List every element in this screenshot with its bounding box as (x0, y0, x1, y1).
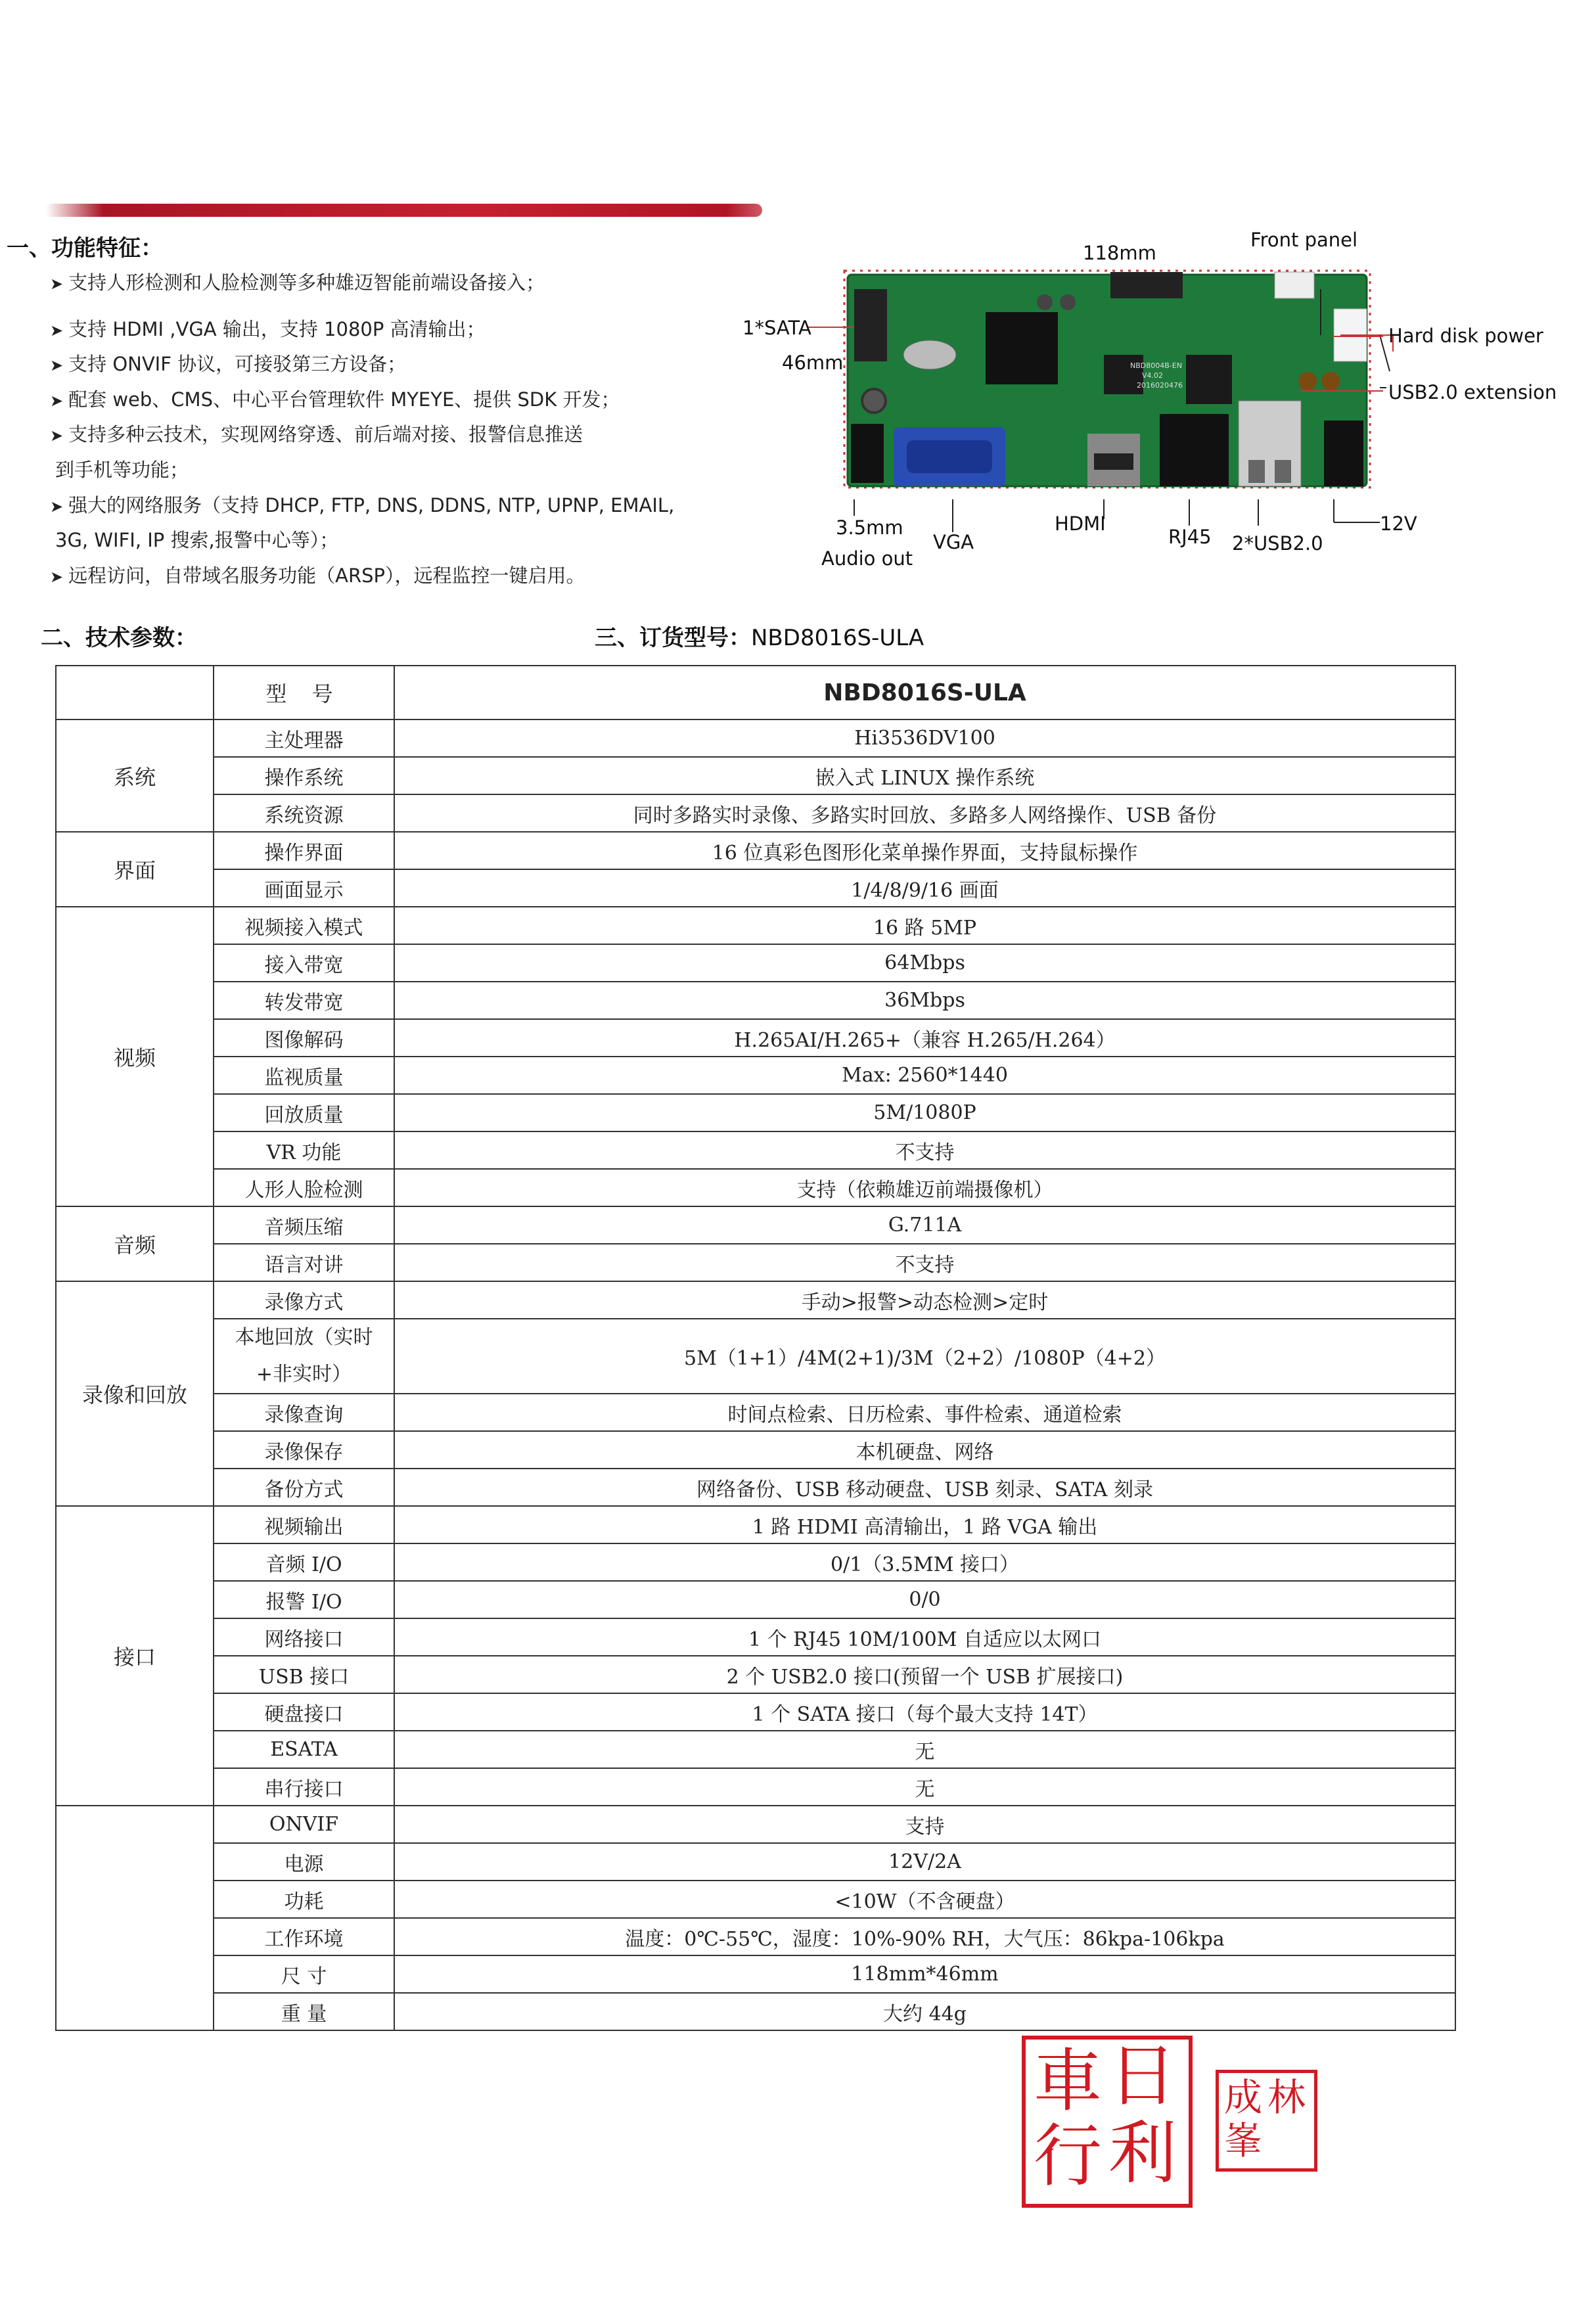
param-value-cell: 0/1（3.5MM 接口） (394, 1543, 1455, 1581)
param-name-cell: 串行接口 (214, 1768, 394, 1806)
param-value-cell: 12V/2A (394, 1843, 1455, 1881)
silkscreen-2: V4.02 (1142, 371, 1164, 380)
param-name-cell: 录像方式 (214, 1281, 394, 1319)
header-model: NBD8016S-ULA (394, 666, 1455, 719)
silkscreen-1: NBD8004B-EN (1130, 361, 1182, 370)
seal-char: 成 (1224, 2075, 1263, 2120)
category-cell: 视频 (56, 907, 214, 1206)
table-row (56, 1169, 1455, 1206)
usb-label: 2*USB2.0 (1232, 532, 1323, 555)
param-name-cell: 接入带宽 (214, 944, 394, 982)
param-name-cell: 转发带宽 (214, 982, 394, 1019)
param-value-cell: 0/0 (394, 1581, 1455, 1618)
param-name-cell: 录像保存 (214, 1431, 394, 1469)
param-value-cell: Max: 2560*1440 (394, 1057, 1455, 1094)
table-row (56, 1618, 1455, 1656)
param-value-cell: G.711A (394, 1206, 1455, 1244)
table-row (56, 1843, 1455, 1881)
param-value-cell: 36Mbps (394, 982, 1455, 1019)
param-value-cell: 大约 44g (394, 1993, 1455, 2030)
table-row (56, 1955, 1455, 1993)
param-value-cell: Hi3536DV100 (394, 719, 1455, 757)
table-row (56, 1094, 1455, 1131)
header-label: 型 号 (214, 666, 394, 719)
feature-item: ➤ 支持 HDMI ,VGA 输出，支持 1080P 高清输出； (50, 318, 486, 340)
param-value-cell: 手动>报警>动态检测>定时 (394, 1281, 1455, 1319)
param-value-cell: 64Mbps (394, 944, 1455, 982)
table-row (56, 1469, 1455, 1506)
param-name-cell: 硬盘接口 (214, 1693, 394, 1731)
header-red-bar (46, 204, 762, 217)
param-value-cell: 无 (394, 1731, 1455, 1768)
sata-label: 1*SATA (742, 317, 811, 339)
section-1-title: 一、功能特征： (7, 235, 163, 262)
category-cell (56, 1806, 214, 2030)
param-value-cell: 温度：0℃-55℃，湿度：10%-90% RH，大气压：86kpa-106kpa (394, 1918, 1455, 1955)
table-row (56, 1019, 1455, 1057)
param-value-cell: 时间点检索、日历检索、事件检索、通道检索 (394, 1394, 1455, 1431)
param-value-cell: 1 个 RJ45 10M/100M 自适应以太网口 (394, 1618, 1455, 1656)
table-row (56, 1656, 1455, 1693)
param-name-cell: 音频压缩 (214, 1206, 394, 1244)
table-row (56, 719, 1455, 757)
table-row (56, 1918, 1455, 1955)
table-row (56, 1394, 1455, 1431)
feature-item: ➤ 配套 web、CMS、中心平台管理软件 MYEYE、提供 SDK 开发； (50, 388, 620, 411)
table-row (56, 1731, 1455, 1768)
feature-item: ➤ 支持人形检测和人脸检测等多种雄迈智能前端设备接入； (50, 271, 545, 294)
feature-item-cont: 到手机等功能； (55, 459, 189, 481)
param-name-cell: USB 接口 (214, 1656, 394, 1693)
param-name-cell: 重 量 (214, 1993, 394, 2030)
param-name-cell: 画面显示 (214, 869, 394, 907)
seal-char: 行 (1034, 2116, 1103, 2196)
param-name-cell: 操作系统 (214, 757, 394, 794)
category-cell: 系统 (56, 719, 214, 832)
table-row (56, 1993, 1455, 2030)
param-value-cell: 本机硬盘、网络 (394, 1431, 1455, 1469)
section-2-title: 二、技术参数： (41, 625, 197, 651)
param-value-cell: 16 位真彩色图形化菜单操作界面，支持鼠标操作 (394, 832, 1455, 869)
silkscreen-3: 2016020476 (1137, 381, 1183, 390)
table-row (56, 869, 1455, 907)
param-value-cell: 网络备份、USB 移动硬盘、USB 刻录、SATA 刻录 (394, 1469, 1455, 1506)
table-row (56, 794, 1455, 832)
param-name-cell: 系统资源 (214, 794, 394, 832)
param-name-cell: 本地回放（实时+非实时） (214, 1319, 394, 1394)
param-name-cell: 视频接入模式 (214, 907, 394, 944)
param-name-cell: 电源 (214, 1843, 394, 1881)
hdmi-label: HDMI (1055, 513, 1106, 535)
table-row (56, 1693, 1455, 1731)
table-row (56, 1131, 1455, 1169)
feature-item: ➤ 支持多种云技术，实现网络穿透、前后端对接、报警信息推送 (50, 423, 583, 445)
feature-item-cont: 3G, WIFI, IP 搜索,报警中心等）； (55, 529, 339, 551)
header-blank (56, 666, 214, 719)
hdd-power-label: Hard disk power (1388, 325, 1543, 347)
seal-char: 車 (1034, 2041, 1103, 2121)
12v-label: 12V (1380, 513, 1417, 535)
table-row (56, 1206, 1455, 1244)
param-value-cell: 16 路 5MP (394, 907, 1455, 944)
usb-extension-label: USB2.0 extension (1388, 381, 1557, 403)
param-name-cell: 报警 I/O (214, 1581, 394, 1618)
width-label: 118mm (1083, 242, 1156, 264)
param-value-cell: 无 (394, 1768, 1455, 1806)
rj45-label: RJ45 (1168, 526, 1212, 548)
table-row (56, 1431, 1455, 1469)
table-header-row (56, 666, 1455, 719)
table-row (56, 907, 1455, 944)
param-value-cell: 嵌入式 LINUX 操作系统 (394, 757, 1455, 794)
audio-out-label: Audio out (821, 547, 913, 570)
param-value-cell: 118mm*46mm (394, 1955, 1455, 1993)
param-name-cell: 功耗 (214, 1881, 394, 1918)
param-value-cell: 不支持 (394, 1244, 1455, 1281)
table-row (56, 1543, 1455, 1581)
param-name-cell: 音频 I/O (214, 1543, 394, 1581)
audio-label: 3.5mm (836, 516, 903, 539)
param-value-cell: 不支持 (394, 1131, 1455, 1169)
feature-item: ➤ 远程访问，自带域名服务功能（ARSP），远程监控一键启用。 (50, 564, 585, 587)
feature-item: ➤ 支持 ONVIF 协议，可接驳第三方设备； (50, 353, 407, 375)
param-name-cell: 录像查询 (214, 1394, 394, 1431)
spec-table (55, 665, 1456, 2031)
section-3-title: 三、订货型号：NBD8016S-ULA (595, 625, 924, 651)
table-row (56, 1768, 1455, 1806)
param-name-cell: 图像解码 (214, 1019, 394, 1057)
param-value-cell: <10W（不含硬盘） (394, 1881, 1455, 1918)
table-row (56, 982, 1455, 1019)
table-row (56, 1057, 1455, 1094)
order-model: NBD8016S-ULA (751, 625, 924, 651)
table-row (56, 944, 1455, 982)
param-name-cell: 工作环境 (214, 1918, 394, 1955)
param-value-cell: 2 个 USB2.0 接口(预留一个 USB 扩展接口) (394, 1656, 1455, 1693)
table-row (56, 1281, 1455, 1319)
table-row (56, 1581, 1455, 1618)
param-value-cell: 1 个 SATA 接口（每个最大支持 14T） (394, 1693, 1455, 1731)
param-name-cell: 语言对讲 (214, 1244, 394, 1281)
seal-char: 林 (1267, 2075, 1306, 2120)
category-cell: 音频 (56, 1206, 214, 1281)
param-name-cell: VR 功能 (214, 1131, 394, 1169)
category-cell: 录像和回放 (56, 1281, 214, 1506)
table-row (56, 757, 1455, 794)
param-value-cell: 1/4/8/9/16 画面 (394, 869, 1455, 907)
param-name-cell: 回放质量 (214, 1094, 394, 1131)
category-cell: 界面 (56, 832, 214, 907)
param-value-cell: 5M（1+1）/4M(2+1)/3M（2+2）/1080P（4+2） (394, 1319, 1455, 1394)
seal-personal (1216, 2070, 1317, 2172)
param-name-cell: 网络接口 (214, 1618, 394, 1656)
seal-company (1022, 2036, 1193, 2208)
category-cell: 接口 (56, 1506, 214, 1806)
param-value-cell: 1 路 HDMI 高清输出，1 路 VGA 输出 (394, 1506, 1455, 1543)
table-row (56, 1806, 1455, 1843)
param-name-cell: ESATA (214, 1731, 394, 1768)
seal-char: 峯 (1224, 2118, 1263, 2163)
param-name-cell: 尺 寸 (214, 1955, 394, 1993)
param-name-cell: ONVIF (214, 1806, 394, 1843)
seal-char: 日 (1108, 2036, 1177, 2116)
param-name-cell: 操作界面 (214, 832, 394, 869)
param-name-cell: 主处理器 (214, 719, 394, 757)
param-value-cell: H.265AI/H.265+（兼容 H.265/H.264） (394, 1019, 1455, 1057)
table-row (56, 1319, 1455, 1394)
front-panel-label: Front panel (1250, 229, 1358, 251)
table-row (56, 1881, 1455, 1918)
param-value-cell: 同时多路实时录像、多路实时回放、多路多人网络操作、USB 备份 (394, 794, 1455, 832)
param-name-cell: 人形人脸检测 (214, 1169, 394, 1206)
param-value-cell: 支持 (394, 1806, 1455, 1843)
param-name-cell: 备份方式 (214, 1469, 394, 1506)
param-name-cell: 视频输出 (214, 1506, 394, 1543)
vga-label: VGA (933, 531, 974, 553)
param-value-cell: 5M/1080P (394, 1094, 1455, 1131)
height-label: 46mm (782, 352, 844, 374)
table-row (56, 832, 1455, 869)
param-value-cell: 支持（依赖雄迈前端摄像机） (394, 1169, 1455, 1206)
table-row (56, 1244, 1455, 1281)
seal-char: 利 (1108, 2113, 1177, 2193)
feature-item: ➤ 强大的网络服务（支持 DHCP, FTP, DNS, DDNS, NTP, UPNP, EMAIL, (50, 494, 675, 516)
param-name-cell: 监视质量 (214, 1057, 394, 1094)
table-row (56, 1506, 1455, 1543)
